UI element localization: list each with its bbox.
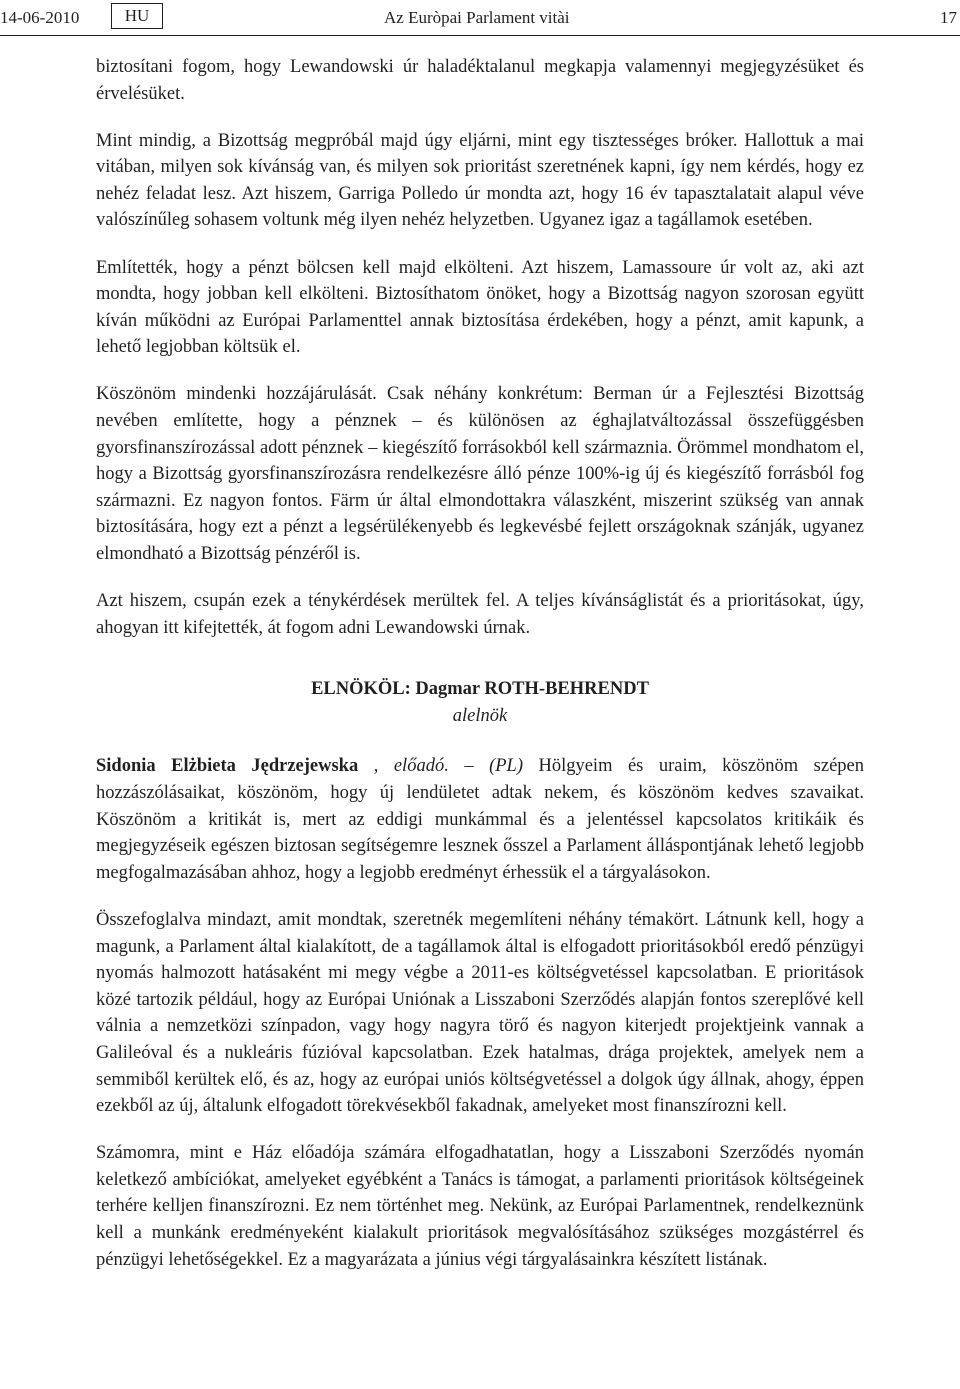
speaker-role: előadó. (393, 756, 449, 777)
paragraph-1: biztosítani fogom, hogy Lewandowski úr haladéktalanul megkapja valamennyi megjegyzésüket és érvelésüket. (96, 57, 864, 104)
paragraph-2: Mint mindig, a Bizottság megpróbál majd úgy eljárni, mint egy tisztességes bróker. Hallottuk a mai vitában, milyen sok kívánság van, és milyen sok prioritást szeretnének kapni, így nem kérdés, hogy ez nehéz feladat lesz. Azt hiszem, Garriga Polledo úr mondta azt, hogy 16 év tapasztalatait alapul véve valószínűleg sohasem voltunk még ilyen nehéz helyzetben. Ugyanez igaz a tagállamok esetében. (96, 130, 864, 231)
page-header (0, 0, 960, 36)
language-badge: HU (111, 3, 163, 29)
paragraph-6 (96, 753, 864, 886)
speaker-text: Hölgyeim és uraim, köszönöm szépen hozzászólásaikat, köszönöm, hogy új lendületet adtak nekem, és köszönöm kedves szavaikat. Köszönöm a kritikát is, mert az eddigi munkámmal és a jelentéssel kapcsolatos kritikáik és megjegyzéseik egészen biztosan segítségemre lesznek ősszel a Parlament álláspontjának lehető legjobb megfogalmazásában ahhoz, hogy a legjobb eredményt érhessük el a tárgyalásokon. (96, 756, 865, 883)
paragraph-3: Említették, hogy a pénzt bölcsen kell majd elkölteni. Azt hiszem, Lamassoure úr volt az, aki azt mondta, hogy jobban kell elkölteni. Biztosíthatom önöket, hogy a Bizottság nagyon szorosan együtt kíván működni az Európai Parlamenttel annak biztosítása érdekében, hogy a pénzt, amit kapunk, a lehető legjobban költsük el. (96, 257, 864, 358)
speaker-separator: , (358, 756, 394, 777)
chair-block (96, 676, 864, 729)
page-number: 17 (940, 8, 957, 27)
journal-title: Az Euròpai Parlament vitài (384, 8, 570, 27)
document-body (96, 54, 864, 1294)
speaker-language: (PL) (489, 756, 523, 777)
chair-name: ELNÖKÖL: Dagmar ROTH-BEHRENDT (311, 679, 649, 700)
speaker-name: Sidonia Elżbieta Jędrzejewska (96, 756, 359, 777)
paragraph-5: Azt hiszem, csupán ezek a ténykérdések merültek fel. A teljes kívánságlistát és a prioritásokat, úgy, ahogyan itt kifejtették, át fogom adni Lewandowski úrnak. (96, 591, 864, 638)
header-date: 14-06-2010 (0, 8, 80, 27)
paragraph-8: Számomra, mint e Ház előadója számára elfogadhatatlan, hogy a Lisszaboni Szerződés nyomán keletkező ambíciókat, amelyeket egyébként a Tanács is támogat, a parlamenti prioritások költségeinek terhére kelljen finanszírozni. Ez nem történhet meg. Nekünk, az Európai Parlamentnek, rendelkeznünk kell a munkánk eredményeként kialakult prioritások megvalósításához szükséges mozgástérrel és pénzügyi lehetőségekkel. Ez a magyarázata a június végi tárgyalásainkra készített listának. (96, 1143, 864, 1270)
speaker-dash: – (448, 756, 490, 777)
paragraph-4: Köszönöm mindenki hozzájárulását. Csak néhány konkrétum: Berman úr a Fejlesztési Bizottság nevében említette, hogy a pénznek – és különösen az éghajlatváltozással összefüggésben gyorsfinanszírozással adott pénznek – kiegészítő forrásokból kell származnia. Örömmel mondhatom el, hogy a Bizottság gyorsfinanszírozásra rendelkezésre álló pénze 100%-ig új és kiegészítő forrásból fog származni. Ez nagyon fontos. Färm úr által elmondottakra válaszként, miszerint szükség van annak biztosítására, hogy ezt a pénzt a legsérülékenyebb és legkevésbé fejlett országoknak szánják, ugyanez elmondható a Bizottság pénzéről is. (96, 384, 864, 564)
header-divider (0, 35, 960, 36)
paragraph-7: Összefoglalva mindazt, amit mondtak, szeretnék megemlíteni néhány témakört. Látnunk kell, hogy a magunk, a Parlament által kialakított, de a tagállamok által is elfogadott prioritásokból eredő pénzügyi nyomás halmozott hatásaként mi megy végbe a 2011-es költségvetéssel kapcsolatban. E prioritások közé tartozik például, hogy az Európai Uniónak a Lisszaboni Szerződés alapján fontos szereplővé kell válnia a nemzetközi színpadon, vagy hogy nagyra törő és nagyon kiterjedt projektjeink vannak a Galileóval és a nukleáris fúzióval kapcsolatban. Ezek hatalmas, drága projektek, amelyek nem a semmiből kerültek elő, és az, hogy az európai uniós költségvetéssel a dolgok úgy állnak, ahogy, éppen ezekből az új, általunk elfogadott törekvésekből fakadnak, amelyeket most finanszírozni kell. (96, 909, 864, 1117)
chair-role: alelnök (452, 705, 508, 726)
